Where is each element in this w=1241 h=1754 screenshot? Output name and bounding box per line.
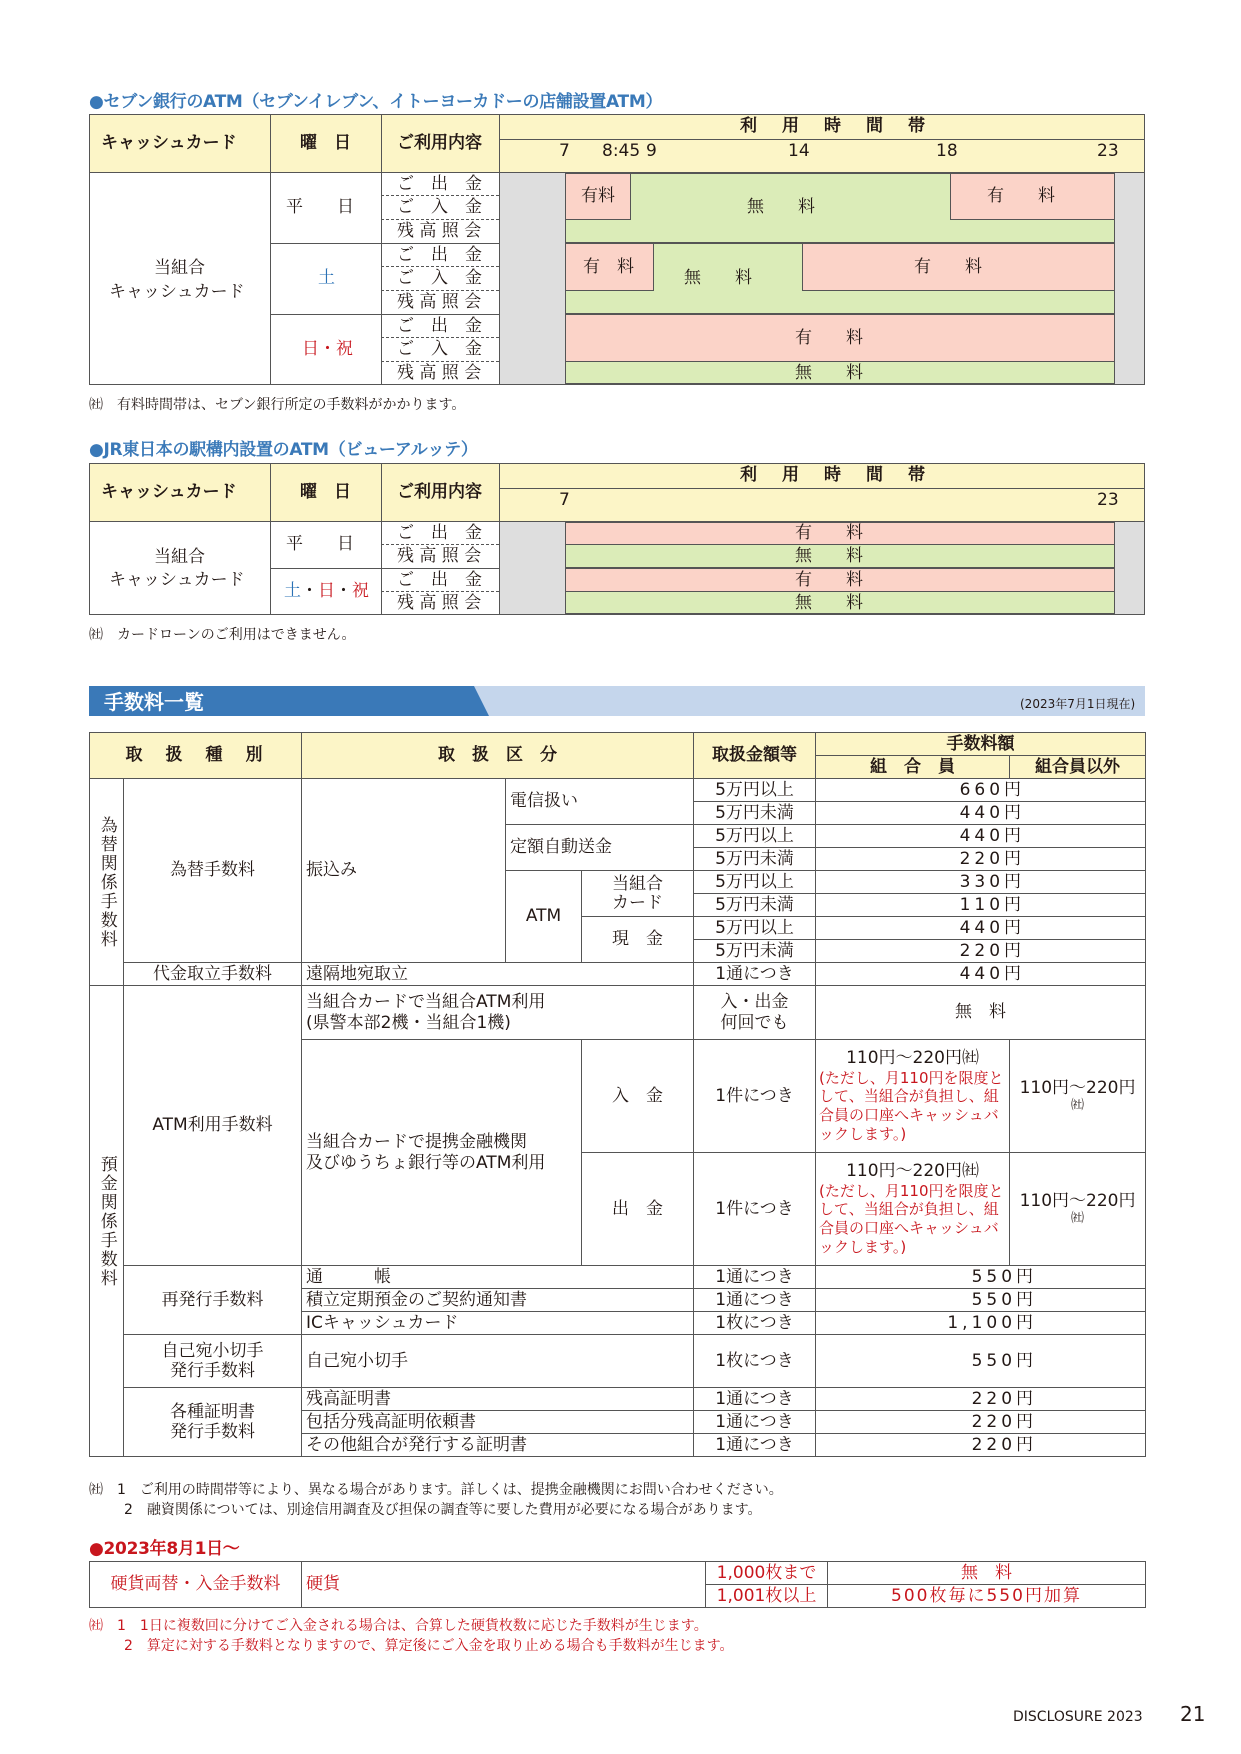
tick-23: 23 (1097, 490, 1119, 510)
cert-fee-label: 各種証明書 発行手数料 (124, 1388, 302, 1457)
fee-cell: 1,100円 (816, 1312, 1146, 1335)
our-card-label: 当組合 カード (582, 871, 694, 917)
fee-as-of-date: (2023年7月1日現在) (1020, 697, 1136, 711)
atm-label: ATM (506, 871, 582, 963)
svc-balance: 残 高 照 会 (397, 593, 482, 613)
fee-cell: 440円 (816, 917, 1146, 940)
partner-atm-label: 当組合カードで提携金融機関 及びゆうちょ銀行等のATM利用 (302, 1040, 582, 1266)
card-label-line2: キャッシュカード (109, 282, 245, 302)
day-sat: 土 (284, 581, 301, 601)
amount-cell: 1通につき (694, 963, 816, 986)
amount-cell: 1通につき (694, 1411, 816, 1434)
coin-upto: 1,000枚まで (706, 1562, 828, 1585)
collect-fee-label: 代金取立手数料 (124, 963, 302, 986)
fee-cell: 550円 (816, 1289, 1146, 1312)
svc-balance: 残 高 照 会 (397, 546, 482, 566)
card-label-line1: 当組合 (154, 258, 205, 278)
amount-cell: 5万円以上 (694, 779, 816, 802)
amount-cell: 1通につき (694, 1434, 816, 1457)
fee-table (89, 732, 1146, 1457)
amount-cell: 1通につき (694, 1266, 816, 1289)
jr-weekday-paid: 有 料 (795, 523, 863, 543)
member-fee-deposit: 110円〜220円㈳ (ただし、月110円を限度として、当組合が負担し、組合員の口座へキャッシュバックします。) (816, 1040, 1010, 1153)
remit-fee-label: 為替手数料 (124, 779, 302, 963)
tick-7: 7 (559, 141, 570, 161)
svc-withdraw: ご 出 金 (397, 316, 482, 336)
saturday-free: 無 料 (684, 268, 752, 288)
col-nonmember-header: 組合員以外 (1010, 756, 1146, 779)
amount-cell: 1枚につき (694, 1312, 816, 1335)
fee-cell: 550円 (816, 1266, 1146, 1289)
fee-cell: 220円 (816, 940, 1146, 963)
remote-label: 遠隔地宛取立 (302, 963, 694, 986)
fee-cell: 440円 (816, 963, 1146, 986)
col-class-header: 取 扱 区 分 (302, 733, 694, 779)
card-label-line1: 当組合 (154, 547, 205, 567)
coin-extra: 500枚毎に550円加算 (828, 1585, 1146, 1608)
coin-note-1: ㈳ 1 1日に複数回に分けてご入金される場合は、合算した硬貨枚数に応じた手数料が生じます。 (89, 1618, 708, 1634)
jr-note: ㈳ カードローンのご利用はできません。 (89, 627, 356, 643)
page-number: 21 (1180, 1702, 1206, 1726)
day-hol: 祝 (352, 581, 369, 601)
svc-withdraw: ご 出 金 (397, 245, 482, 265)
fee-note-2: 2 融資関係については、別途信用調査及び担保の調査等に要した費用が必要になる場合があります。 (124, 1502, 762, 1518)
day-sun: 日 (318, 581, 335, 601)
col-amount-header: 取扱金額等 (694, 733, 816, 779)
ic-card-label: ICキャッシュカード (302, 1312, 694, 1335)
col-fee-header: 手数料額 (816, 733, 1146, 756)
amount-cell: 5万円未満 (694, 848, 816, 871)
coin-section-title: ●2023年8月1日〜 (89, 1539, 240, 1559)
tick-845: 8:45 (602, 141, 641, 161)
coin-free: 無 料 (828, 1562, 1146, 1585)
coin-note-2: 2 算定に対する手数料となりますので、算定後にご入金を取り止める場合も手数料が生じます。 (124, 1638, 734, 1654)
coin-table (89, 1561, 1146, 1608)
category-remit: 為替関係手数料 (90, 779, 124, 986)
anytime-cell: 入・出金 何回でも (694, 986, 816, 1040)
fee-cell: 220円 (816, 1411, 1146, 1434)
fee-note-1: ㈳ 1 ご利用の時間帯等により、異なる場合があります。詳しくは、提携金融機関にお問い合わせください。 (89, 1482, 783, 1498)
notice-label: 積立定期預金のご契約通知書 (302, 1289, 694, 1312)
coin-over: 1,001枚以上 (706, 1585, 828, 1608)
cheque-fee-label: 自己宛小切手 発行手数料 (124, 1335, 302, 1388)
jr-weekend-paid: 有 料 (795, 570, 863, 590)
amount-cell: 1通につき (694, 1388, 816, 1411)
svc-balance: 残 高 照 会 (397, 221, 482, 241)
amount-cell: 5万円以上 (694, 825, 816, 848)
deposit-label: 入 金 (582, 1040, 694, 1153)
amount-cell: 5万円以上 (694, 917, 816, 940)
amount-cell: 1枚につき (694, 1335, 816, 1388)
col-time-header: 利 用 時 間 帯 (740, 465, 929, 485)
cash-label: 現 金 (582, 917, 694, 963)
fee-cell: 330円 (816, 871, 1146, 894)
cert-other-label: その他組合が発行する証明書 (302, 1434, 694, 1457)
jr-section-title: ●JR東日本の駅構内設置のATM（ビューアルッテ） (89, 440, 478, 460)
dengen-label: 電信扱い (506, 779, 694, 825)
svc-balance: 残 高 照 会 (397, 292, 482, 312)
atm-fee-label: ATM利用手数料 (124, 986, 302, 1266)
fee-cell: 660円 (816, 779, 1146, 802)
day-weekday: 平 日 (286, 534, 354, 554)
col-day-header: 曜 日 (300, 482, 351, 502)
reissue-label: 再発行手数料 (124, 1266, 302, 1335)
fee-cell: 440円 (816, 825, 1146, 848)
amount-cell: 5万円以上 (694, 871, 816, 894)
jr-weekend-free: 無 料 (795, 593, 863, 613)
footer-label: DISCLOSURE 2023 (1013, 1709, 1143, 1725)
col-card-header: キャッシュカード (101, 133, 237, 153)
weekday-paid-early: 有料 (581, 186, 615, 206)
day-weekend: 土・日・祝 (284, 581, 369, 601)
coin-kind: 硬貨 (302, 1562, 706, 1608)
tick-7: 7 (559, 490, 570, 510)
card-label-line2: キャッシュカード (109, 570, 245, 590)
amount-cell: 5万円未満 (694, 802, 816, 825)
tick-18: 18 (936, 141, 958, 161)
fee-section-title: 手数料一覧 (104, 690, 204, 714)
col-member-header: 組 合 員 (816, 756, 1010, 779)
col-time-header: 利 用 時 間 帯 (740, 116, 929, 136)
amount-cell: 5万円未満 (694, 894, 816, 917)
tick-23: 23 (1097, 141, 1119, 161)
fee-cell: 220円 (816, 848, 1146, 871)
svc-balance: 残 高 照 会 (397, 363, 482, 383)
seven-note: ㈳ 有料時間帯は、セブン銀行所定の手数料がかかります。 (89, 397, 466, 413)
saturday-paid-early: 有 料 (583, 257, 634, 277)
teigaku-label: 定額自動送金 (506, 825, 694, 871)
amount-cell: 1件につき (694, 1040, 816, 1153)
own-atm-label: 当組合カードで当組合ATM利用 (県警本部2機・当組合1機) (302, 986, 694, 1040)
svc-deposit: ご 入 金 (397, 268, 482, 288)
saturday-paid-late: 有 料 (914, 257, 982, 277)
cheque-label: 自己宛小切手 (302, 1335, 694, 1388)
fee-cell: 550円 (816, 1335, 1146, 1388)
amount-cell: 5万円未満 (694, 940, 816, 963)
holiday-paid: 有 料 (795, 328, 863, 348)
tick-9: 9 (646, 141, 657, 161)
day-weekday: 平 日 (286, 197, 354, 217)
jr-weekday-free: 無 料 (795, 546, 863, 566)
col-day-header: 曜 日 (300, 133, 351, 153)
day-holiday: 日・祝 (302, 339, 353, 359)
cert-balance-label: 残高証明書 (302, 1388, 694, 1411)
nonmember-fee-withdraw: 110円〜220円 ㈳ (1010, 1153, 1146, 1266)
svc-withdraw: ご 出 金 (397, 174, 482, 194)
furikomi-label: 振込み (302, 779, 506, 963)
tick-14: 14 (788, 141, 810, 161)
passbook-label: 通 帳 (302, 1266, 694, 1289)
own-atm-fee: 無 料 (816, 986, 1146, 1040)
col-type-header: 取 扱 種 別 (90, 733, 302, 779)
svc-withdraw: ご 出 金 (397, 570, 482, 590)
weekday-paid-late: 有 料 (987, 186, 1055, 206)
fee-cell: 440円 (816, 802, 1146, 825)
cert-bulk-label: 包括分残高証明依頼書 (302, 1411, 694, 1434)
col-service-header: ご利用内容 (397, 482, 482, 502)
svc-withdraw: ご 出 金 (397, 523, 482, 543)
fee-cell: 220円 (816, 1434, 1146, 1457)
member-fee-withdraw: 110円〜220円㈳ (ただし、月110円を限度として、当組合が負担し、組合員の口座へキャッシュバックします。) (816, 1153, 1010, 1266)
day-saturday: 土 (318, 268, 335, 288)
svc-deposit: ご 入 金 (397, 197, 482, 217)
holiday-free: 無 料 (795, 363, 863, 383)
amount-cell: 1件につき (694, 1153, 816, 1266)
category-deposit: 預金関係手数料 (90, 986, 124, 1457)
nonmember-fee-deposit: 110円〜220円 ㈳ (1010, 1040, 1146, 1153)
withdraw-label: 出 金 (582, 1153, 694, 1266)
amount-cell: 1通につき (694, 1289, 816, 1312)
col-card-header: キャッシュカード (101, 482, 237, 502)
seven-section-title: ●セブン銀行のATM（セブンイレブン、イトーヨーカドーの店舗設置ATM） (89, 92, 663, 112)
fee-cell: 110円 (816, 894, 1146, 917)
coin-fee-name: 硬貨両替・入金手数料 (90, 1562, 302, 1608)
svc-deposit: ご 入 金 (397, 339, 482, 359)
weekday-free: 無 料 (747, 197, 815, 217)
fee-cell: 220円 (816, 1388, 1146, 1411)
col-service-header: ご利用内容 (397, 133, 482, 153)
